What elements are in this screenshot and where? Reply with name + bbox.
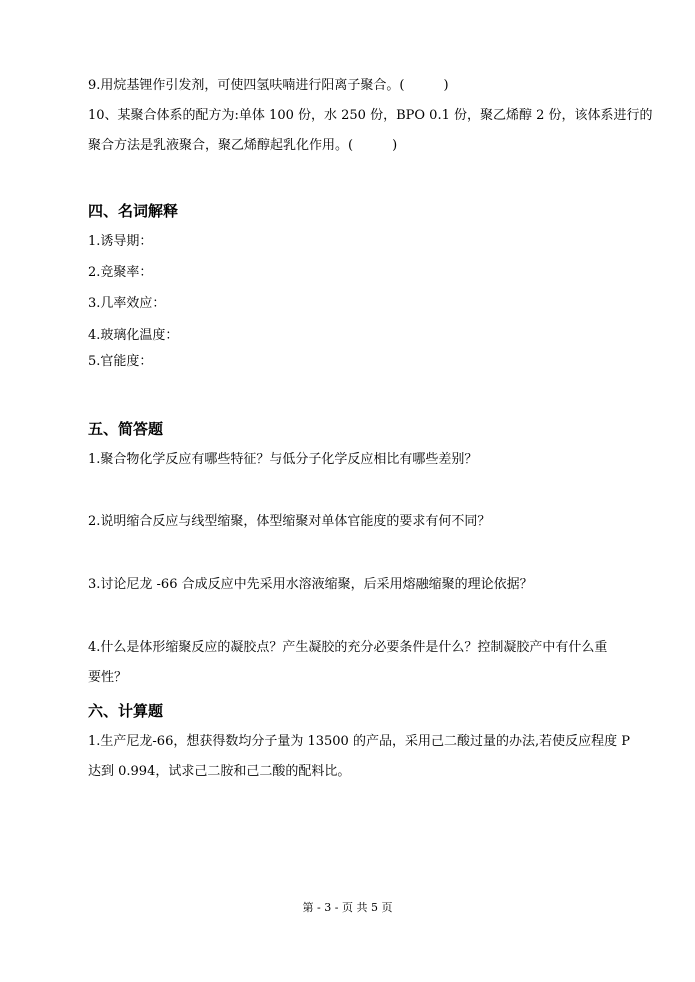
term-item-4: 4.玻璃化温度： (88, 328, 179, 343)
true-false-question-9: 9.用烷基锂作引发剂，可使四氢呋喃进行阳离子聚合。( ) (88, 78, 449, 93)
short-answer-question-2: 2.说明缩合反应与线型缩聚，体型缩聚对单体官能度的要求有何不同？ (88, 514, 491, 529)
true-false-question-10-line-2: 聚合方法是乳液聚合，聚乙烯醇起乳化作用。( ) (88, 138, 398, 153)
section-heading-calculation: 六、计算题 (88, 702, 164, 720)
true-false-question-10-line-1: 10、某聚合体系的配方为:单体 100 份，水 250 份，BPO 0.1 份，聚乙烯醇 2 份，该体系进行的 (88, 108, 653, 123)
short-answer-question-4-line-1: 4.什么是体形缩聚反应的凝胶点？产生凝胶的充分必要条件是什么？控制凝胶产中有什么重 (88, 640, 608, 655)
short-answer-question-3: 3.讨论尼龙 -66 合成反应中先采用水溶液缩聚，后采用熔融缩聚的理论依据？ (88, 577, 533, 592)
short-answer-question-4-line-2: 要性？ (88, 670, 128, 685)
calculation-question-1-line-1: 1.生产尼龙-66，想获得数均分子量为 13500 的产品，采用己二酸过量的办法,若使反应程度 P (88, 734, 630, 749)
term-item-5: 5.官能度： (88, 354, 153, 369)
term-item-3: 3.几率效应： (88, 296, 166, 311)
page-number-footer: 第 - 3 - 页 共 5 页 (302, 901, 393, 914)
section-heading-short-answer: 五、简答题 (88, 420, 164, 438)
section-heading-term-definitions: 四、名词解释 (88, 202, 179, 220)
calculation-question-1-line-2: 达到 0.994，试求己二胺和己二酸的配料比。 (88, 764, 351, 779)
term-item-1: 1.诱导期： (88, 234, 153, 249)
term-item-2: 2.竞聚率： (88, 265, 153, 280)
short-answer-question-1: 1.聚合物化学反应有哪些特征？与低分子化学反应相比有哪些差别？ (88, 452, 478, 467)
